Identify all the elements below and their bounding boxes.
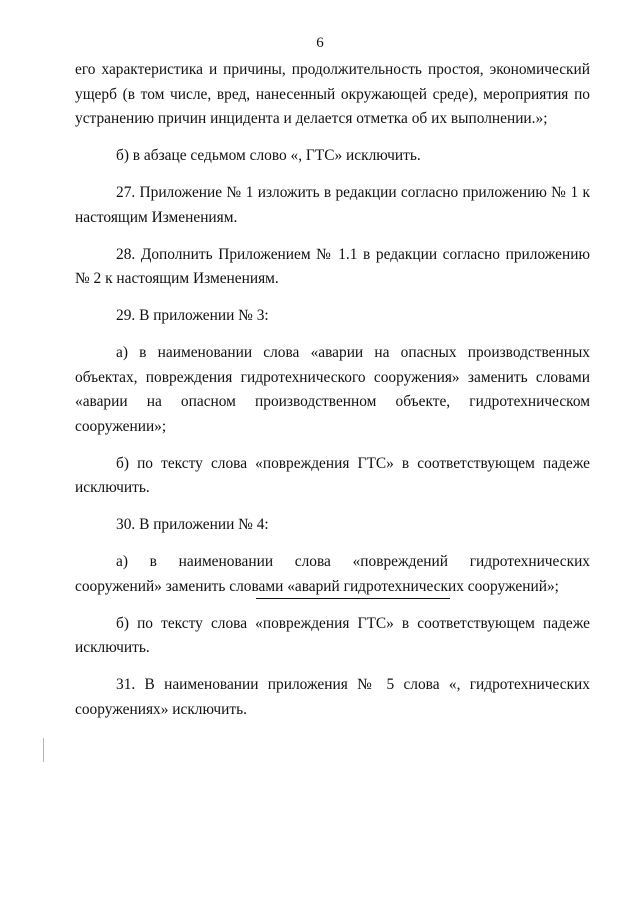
paragraph-item-30: 30. В приложении № 4: xyxy=(116,516,269,533)
paragraph-item-31: 31. В наименовании приложения № 5 слова «, гидротехнических сооружениях» исключить. xyxy=(75,676,590,718)
paragraph-item-b-gts: б) в абзаце седьмом слово «, ГТС» исключить. xyxy=(116,147,421,164)
paragraph-continuation: его характеристика и причины, продолжительность простоя, экономический ущерб (в том числе, вред, нанесенный окружающей среде), мероприятия по устранению причин инцидента и делается отметка об их выполнении.»; xyxy=(75,61,590,127)
paragraph-item-29b: б) по тексту слова «повреждения ГТС» в соответствующем падеже исключить. xyxy=(75,454,590,496)
paragraph-item-28: 28. Дополнить Приложением № 1.1 в редакции согласно приложению № 2 к настоящим Изменениям. xyxy=(75,245,590,287)
scan-artifact xyxy=(43,738,44,762)
page-number: 6 xyxy=(316,35,324,51)
paragraph-item-30b: б) по тексту слова «повреждения ГТС» в соответствующем падеже исключить. xyxy=(75,614,590,656)
paragraph-item-30a: а) в наименовании слова «повреждений гидротехнических сооружений» заменить словами «аварий гидротехнических сооружений»; xyxy=(75,553,590,595)
paragraph-item-29: 29. В приложении № 3: xyxy=(116,307,269,324)
paragraph-item-29a: а) в наименовании слова «аварии на опасных производственных объектах, повреждения гидротехнического сооружения» заменить словами «аварии на опасном производственном объекте, гидротехническом сооружении»; xyxy=(75,344,590,435)
paragraph-item-27: 27. Приложение № 1 изложить в редакции согласно приложению № 1 к настоящим Изменениям. xyxy=(75,184,590,226)
document-body xyxy=(75,58,590,735)
end-of-text-divider xyxy=(256,598,450,599)
